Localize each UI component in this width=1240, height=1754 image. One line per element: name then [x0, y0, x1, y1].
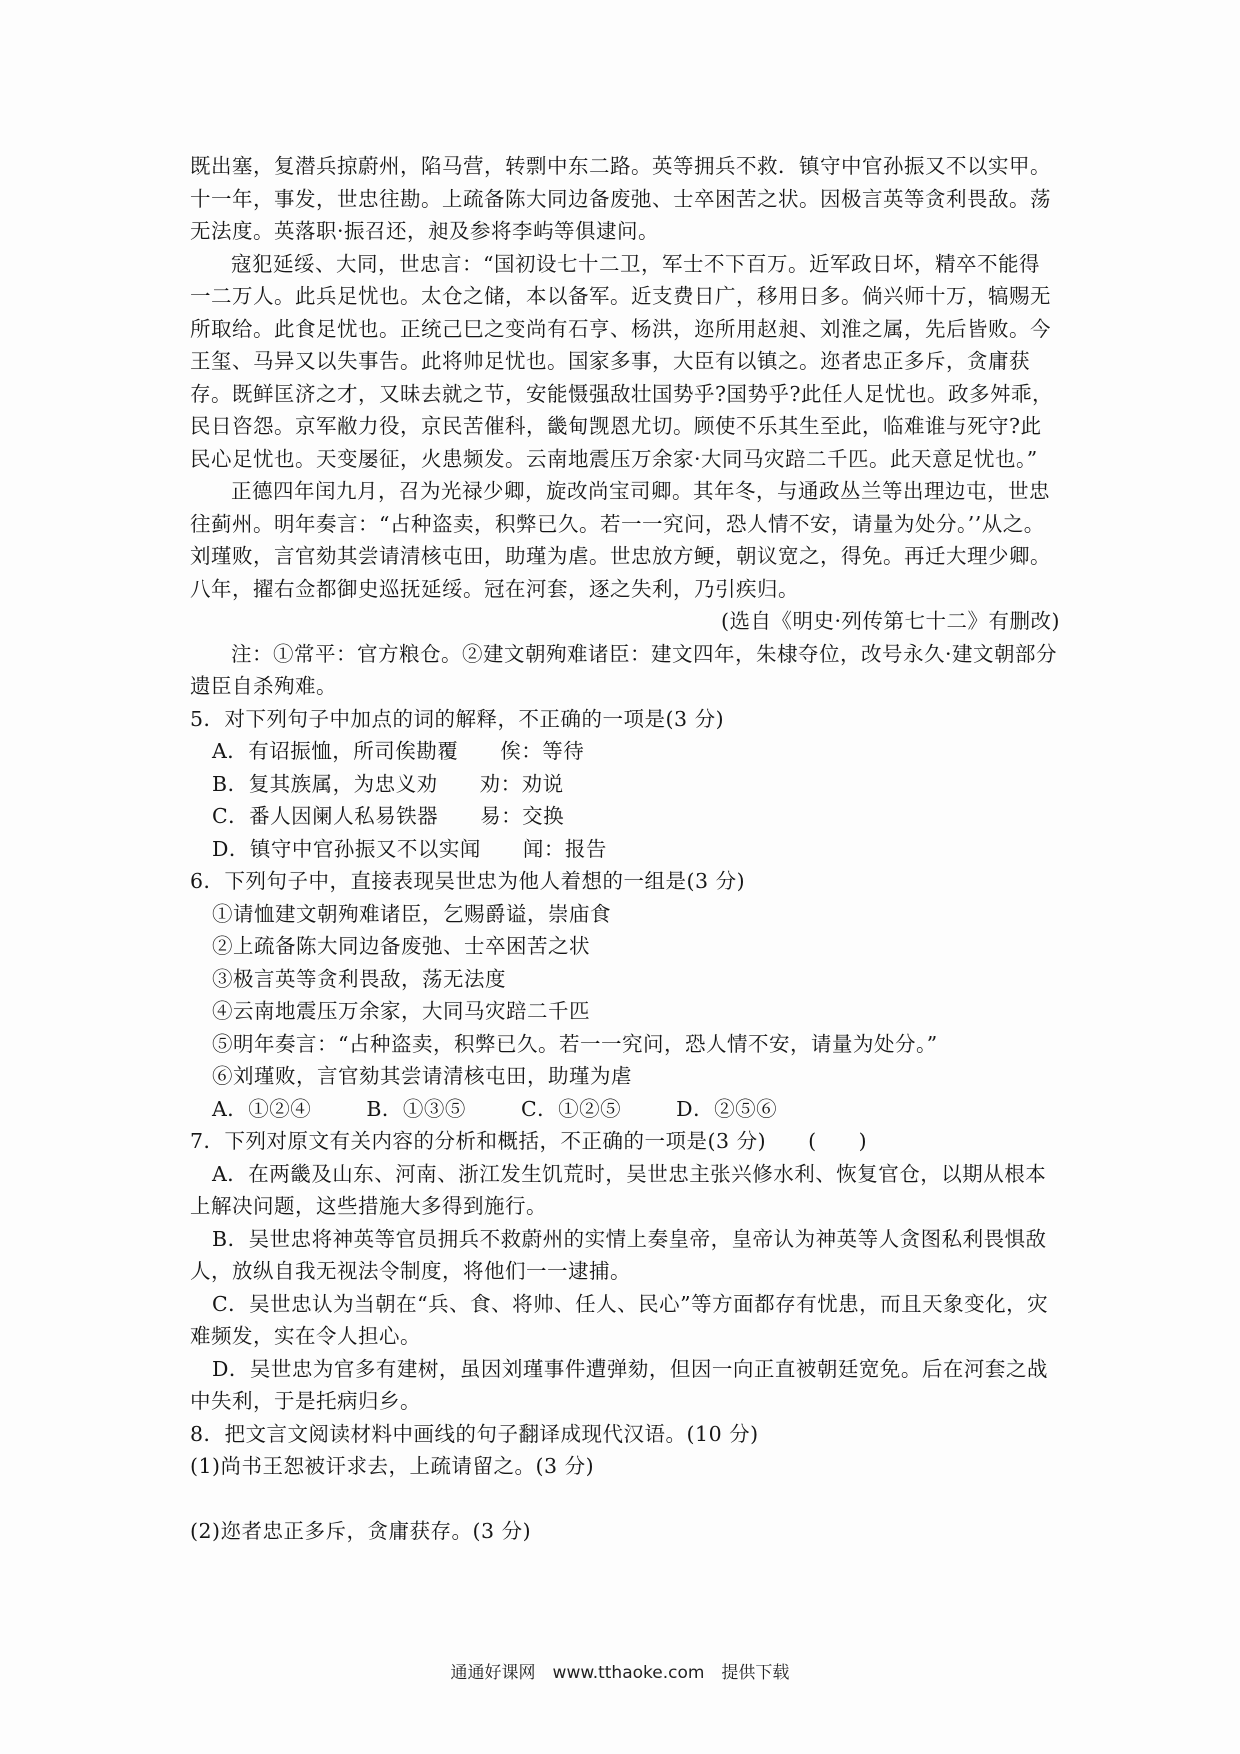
question-5-option-b: B．复其族属，为忠义劝 劝：劝说 [212, 771, 564, 796]
answer-space [190, 1483, 1060, 1515]
passage-note: 注：①常平：官方粮仓。②建文朝殉难诸臣：建文四年，朱棣夺位，改号永久·建文朝部分遗臣自杀殉难。 [190, 641, 1058, 698]
question-6-item-6: ⑥刘瑾败，言官劾其尝请清核屯田，助瑾为虐 [212, 1064, 632, 1088]
question-8-sub-1: (1)尚书王恕被讦求去，上疏请留之。(3 分) [190, 1454, 595, 1478]
question-8-sub-2: (2)迩者忠正多斥，贪庸获存。(3 分) [190, 1518, 532, 1543]
question-6-choice-b: B．①③⑤ [366, 1096, 466, 1121]
question-6-item-3: ③极言英等贪利畏敌，荡无法度 [212, 966, 506, 991]
passage-paragraph-2: 寇犯延绥、大同，世忠言：“国初设七十二卫，军士不下百万。近军政日坏，精卒不能得一二万人。此兵足忧也。太仓之储，本以备军。近支费日广，移用日多。倘兴师十万，犒赐无所取给。此食足忧也。正统己巳之变尚有石亨、杨洪，迩所用赵昶、刘淮之属，先后皆败。今王玺、马异又以失事告。此将帅足忧也。国家多事，大臣有以镇之。迩者忠正多斥，贪庸获存。既鲜匡济之才，又昧去就之节，安能慑强敌壮国势乎?国势乎?此任人足忧也。政多舛乖，民日咨怨。京军敝力役，京民苦催科，畿甸觊恩尤切。顾使不乐其生至此，临难谁与死守?此民心足忧也。天变屡征，火患频发。云南地震压万余家·大同马灾踣二千匹。此天意足忧也。” [190, 251, 1053, 471]
question-5-option-c: C．番人因阑人私易铁器 易：交换 [212, 804, 565, 828]
question-6-choice-a: A．①②④ [212, 1096, 312, 1121]
question-6-item-2: ②上疏备陈大同边备废弛、士卒困苦之状 [212, 934, 590, 958]
question-6-item-5: ⑤明年奏言：“占种盗卖，积弊已久。若一一究问，恐人情不安，请量为处分。” [212, 1031, 938, 1056]
question-6-choice-c: C．①②⑤ [520, 1096, 622, 1121]
passage-paragraph-1: 既出塞，复潜兵掠蔚州，陷马营，转剽中东二路。英等拥兵不救．镇守中官孙振又不以实甲。十一年，事发，世忠往勘。上疏备陈大同边备废弛、士卒困苦之状。因极言英等贪利畏敌。荡无法度。英落职·振召还，昶及参将李屿等俱逮问。 [190, 154, 1051, 243]
question-7-option-b: B．吴世忠将神英等官员拥兵不救蔚州的实情上奏皇帝，皇帝认为神英等人贪图私利畏惧敌人，放纵自我无视法令制度，将他们一一逮捕。 [190, 1226, 1047, 1283]
question-7-option-a: A．在两畿及山东、河南、浙江发生饥荒时，吴世忠主张兴修水利、恢复官仓，以期从根本上解决问题，这些措施大多得到施行。 [190, 1161, 1047, 1218]
passage-source: (选自《明史·列传第七十二》有删改) [720, 609, 1060, 633]
question-6-choice-d: D．②⑤⑥ [676, 1096, 778, 1121]
question-7-option-c: C．吴世忠认为当朝在“兵、食、将帅、任人、民心”等方面都存有忧患，而且天象变化，灾难频发，实在令人担心。 [190, 1291, 1049, 1348]
question-8-stem: 8．把文言文阅读材料中画线的句子翻译成现代汉语。(10 分) [190, 1421, 759, 1446]
download-footer: 通通好课网 www.tthaoke.com 提供下载 [450, 1663, 790, 1683]
question-6-item-1: ①请恤建文朝殉难诸臣，乞赐爵谥，崇庙食 [212, 901, 611, 926]
question-7-option-d: D．吴世忠为官多有建树，虽因刘瑾事件遭弹劾，但因一向正直被朝廷宽免。后在河套之战中失利，于是托病归乡。 [190, 1356, 1048, 1413]
question-7-stem: 7．下列对原文有关内容的分析和概括，不正确的一项是(3 分) ( ) [190, 1129, 868, 1153]
question-5-stem: 5．对下列句子中加点的词的解释，不正确的一项是(3 分) [190, 706, 725, 731]
question-5-option-a: A．有诏振恤，所司俟勘覆 俟：等待 [212, 739, 585, 763]
question-6-choices [190, 1093, 1060, 1126]
question-6-stem: 6．下列句子中，直接表现吴世忠为他人着想的一组是(3 分) [190, 869, 746, 893]
page-content [190, 150, 1060, 1547]
question-6-item-4: ④云南地震压万余家，大同马灾踣二千匹 [212, 999, 590, 1023]
passage-paragraph-3: 正德四年闰九月，召为光禄少卿，旋改尚宝司卿。其年冬，与通政丛兰等出理边屯，世忠往蓟州。明年奏言：“占种盗卖，积弊已久。若一一究问，恐人情不安，请量为处分。’’从之。刘瑾败，言官劾其尝请清核屯田，助瑾为虐。世忠放方鲠，朝议宽之，得免。再迁大理少卿。八年，擢右佥都御史巡抚延绥。冠在河套，逐之失利，乃引疾归。 [190, 479, 1051, 601]
question-5-option-d: D．镇守中官孙振又不以实闻 闻：报告 [212, 836, 607, 861]
